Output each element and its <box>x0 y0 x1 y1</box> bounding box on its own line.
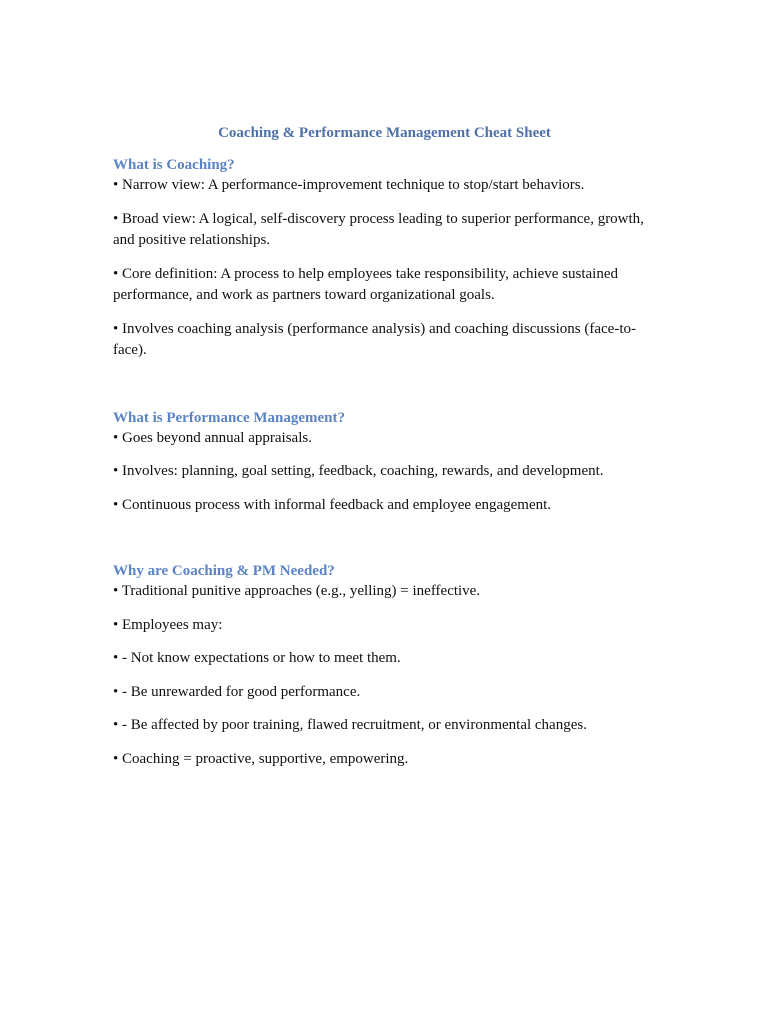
list-item: • - Be unrewarded for good performance. <box>113 683 361 700</box>
list-item: • Employees may: <box>113 616 223 633</box>
list-item: • Coaching = proactive, supportive, empowering. <box>113 750 409 767</box>
performance-management-bullet-list <box>113 428 656 517</box>
document-content <box>113 122 656 770</box>
section-what-is-coaching <box>113 155 656 362</box>
list-item: • Involves coaching analysis (performance analysis) and coaching discussions (face-to-face). <box>113 320 636 358</box>
list-item: • Involves: planning, goal setting, feedback, coaching, rewards, and development. <box>113 463 604 479</box>
list-item: • Continuous process with informal feedback and employee engagement. <box>113 496 552 513</box>
section-what-is-performance-management <box>113 408 656 517</box>
document-title: Coaching & Performance Management Cheat Sheet <box>218 125 551 141</box>
section-heading-performance-management: What is Performance Management? <box>113 409 346 426</box>
why-needed-bullet-list <box>113 581 656 770</box>
list-item: • Broad view: A logical, self-discovery process leading to superior performance, growth, and positive relationships. <box>113 210 644 248</box>
section-heading-coaching: What is Coaching? <box>113 157 235 173</box>
list-item: • - Not know expectations or how to meet them. <box>113 650 401 666</box>
section-why-needed <box>113 561 656 770</box>
list-item: • Narrow view: A performance-improvement technique to stop/start behaviors. <box>113 177 585 193</box>
list-item: • Goes beyond annual appraisals. <box>113 429 312 446</box>
list-item: • - Be affected by poor training, flawed recruitment, or environmental changes. <box>113 717 587 733</box>
section-heading-why-needed: Why are Coaching & PM Needed? <box>113 563 335 579</box>
list-item: • Traditional punitive approaches (e.g., yelling) = ineffective. <box>113 583 481 599</box>
list-item: • Core definition: A process to help employees take responsibility, achieve sustained performance, and work as partners toward organizational goals. <box>113 265 618 303</box>
coaching-bullet-list <box>113 175 656 362</box>
